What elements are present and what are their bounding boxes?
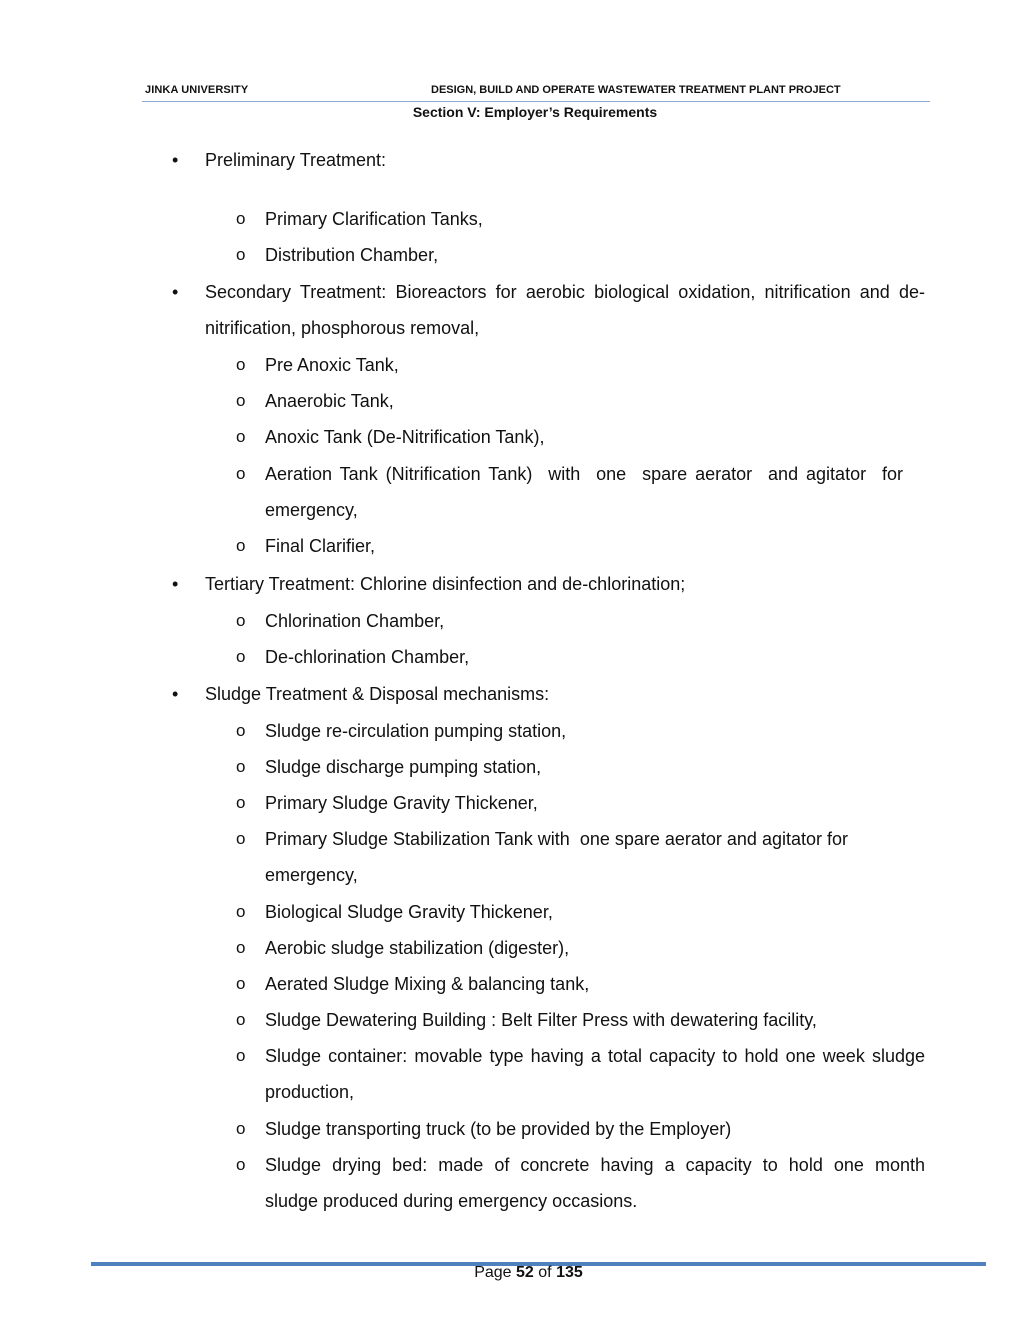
bullet-icon: • bbox=[172, 150, 179, 170]
sub-bullet-icon: o bbox=[236, 355, 246, 374]
sub-bullet-icon: o bbox=[236, 245, 246, 264]
header-divider bbox=[142, 101, 930, 102]
sub-bullet-icon: o bbox=[236, 611, 246, 630]
sub-list-item: Primary Sludge Gravity Thickener, bbox=[265, 793, 538, 813]
sub-list-item: Primary Sludge Stabilization Tank with one spare aerator and agitator for bbox=[265, 829, 848, 849]
sub-list-item: Aerobic sludge stabilization (digester), bbox=[265, 938, 570, 958]
sub-list-item: Aerated Sludge Mixing & balancing tank, bbox=[265, 974, 590, 994]
sub-list-item: Sludge discharge pumping station, bbox=[265, 757, 542, 777]
section-title: Section V: Employer’s Requirements bbox=[412, 104, 658, 120]
sub-bullet-icon: o bbox=[236, 1010, 246, 1029]
sub-list-item: Anoxic Tank (De-Nitrification Tank), bbox=[265, 427, 545, 447]
sub-list-item: Sludge container: movable type having a total capacity to hold one week sludge bbox=[265, 1046, 925, 1066]
list-item-continuation: nitrification, phosphorous removal, bbox=[205, 318, 480, 338]
sub-list-item: Sludge Dewatering Building : Belt Filter Press with dewatering facility, bbox=[265, 1010, 817, 1030]
sub-list-item: Sludge re-circulation pumping station, bbox=[265, 721, 567, 741]
sub-list-item: Final Clarifier, bbox=[265, 536, 376, 556]
sub-list-item: Chlorination Chamber, bbox=[265, 611, 445, 631]
bullet-icon: • bbox=[172, 574, 179, 594]
sub-bullet-icon: o bbox=[236, 793, 246, 812]
sub-bullet-icon: o bbox=[236, 829, 246, 848]
sub-list-item: Biological Sludge Gravity Thickener, bbox=[265, 902, 553, 922]
sub-bullet-icon: o bbox=[236, 721, 246, 740]
sub-bullet-icon: o bbox=[236, 757, 246, 776]
total-pages: 135 bbox=[556, 1264, 583, 1281]
sub-bullet-icon: o bbox=[236, 1155, 246, 1174]
header-left: JINKA UNIVERSITY bbox=[145, 84, 249, 96]
of-word: of bbox=[538, 1264, 552, 1281]
page-word: Page bbox=[474, 1264, 512, 1281]
sub-list-item: De-chlorination Chamber, bbox=[265, 647, 470, 667]
sub-list-item: Aeration Tank (Nitrification Tank) with one spare aerator and agitator for bbox=[265, 464, 903, 484]
sub-list-item-continuation: production, bbox=[265, 1082, 355, 1102]
sub-bullet-icon: o bbox=[236, 391, 246, 410]
sub-bullet-icon: o bbox=[236, 974, 246, 993]
sub-bullet-icon: o bbox=[236, 427, 246, 446]
sub-bullet-icon: o bbox=[236, 209, 246, 228]
current-page: 52 bbox=[516, 1264, 534, 1281]
sub-list-item: Primary Clarification Tanks, bbox=[265, 209, 483, 229]
sub-list-item-continuation: emergency, bbox=[265, 500, 358, 520]
page-number bbox=[0, 1264, 1024, 1282]
sub-list-item: Anaerobic Tank, bbox=[265, 391, 394, 411]
list-item: Preliminary Treatment: bbox=[205, 150, 387, 170]
bullet-icon: • bbox=[172, 684, 179, 704]
sub-list-item: Distribution Chamber, bbox=[265, 245, 439, 265]
list-item: Sludge Treatment & Disposal mechanisms: bbox=[205, 684, 550, 704]
sub-bullet-icon: o bbox=[236, 902, 246, 921]
bullet-icon: • bbox=[172, 282, 179, 302]
list-item: Tertiary Treatment: Chlorine disinfection and de-chlorination; bbox=[205, 574, 686, 594]
sub-bullet-icon: o bbox=[236, 647, 246, 666]
sub-list-item: Pre Anoxic Tank, bbox=[265, 355, 399, 375]
sub-bullet-icon: o bbox=[236, 1119, 246, 1138]
sub-bullet-icon: o bbox=[236, 938, 246, 957]
sub-list-item: Sludge drying bed: made of concrete having a capacity to hold one month bbox=[265, 1155, 925, 1175]
sub-list-item-continuation: sludge produced during emergency occasions. bbox=[265, 1191, 638, 1211]
sub-list-item-continuation: emergency, bbox=[265, 865, 358, 885]
header-right: DESIGN, BUILD AND OPERATE WASTEWATER TREATMENT PLANT PROJECT bbox=[431, 84, 841, 96]
sub-bullet-icon: o bbox=[236, 464, 246, 483]
sub-bullet-icon: o bbox=[236, 1046, 246, 1065]
list-item: Secondary Treatment: Bioreactors for aerobic biological oxidation, nitrification and de- bbox=[205, 282, 925, 302]
sub-list-item: Sludge transporting truck (to be provided by the Employer) bbox=[265, 1119, 732, 1139]
sub-bullet-icon: o bbox=[236, 536, 246, 555]
